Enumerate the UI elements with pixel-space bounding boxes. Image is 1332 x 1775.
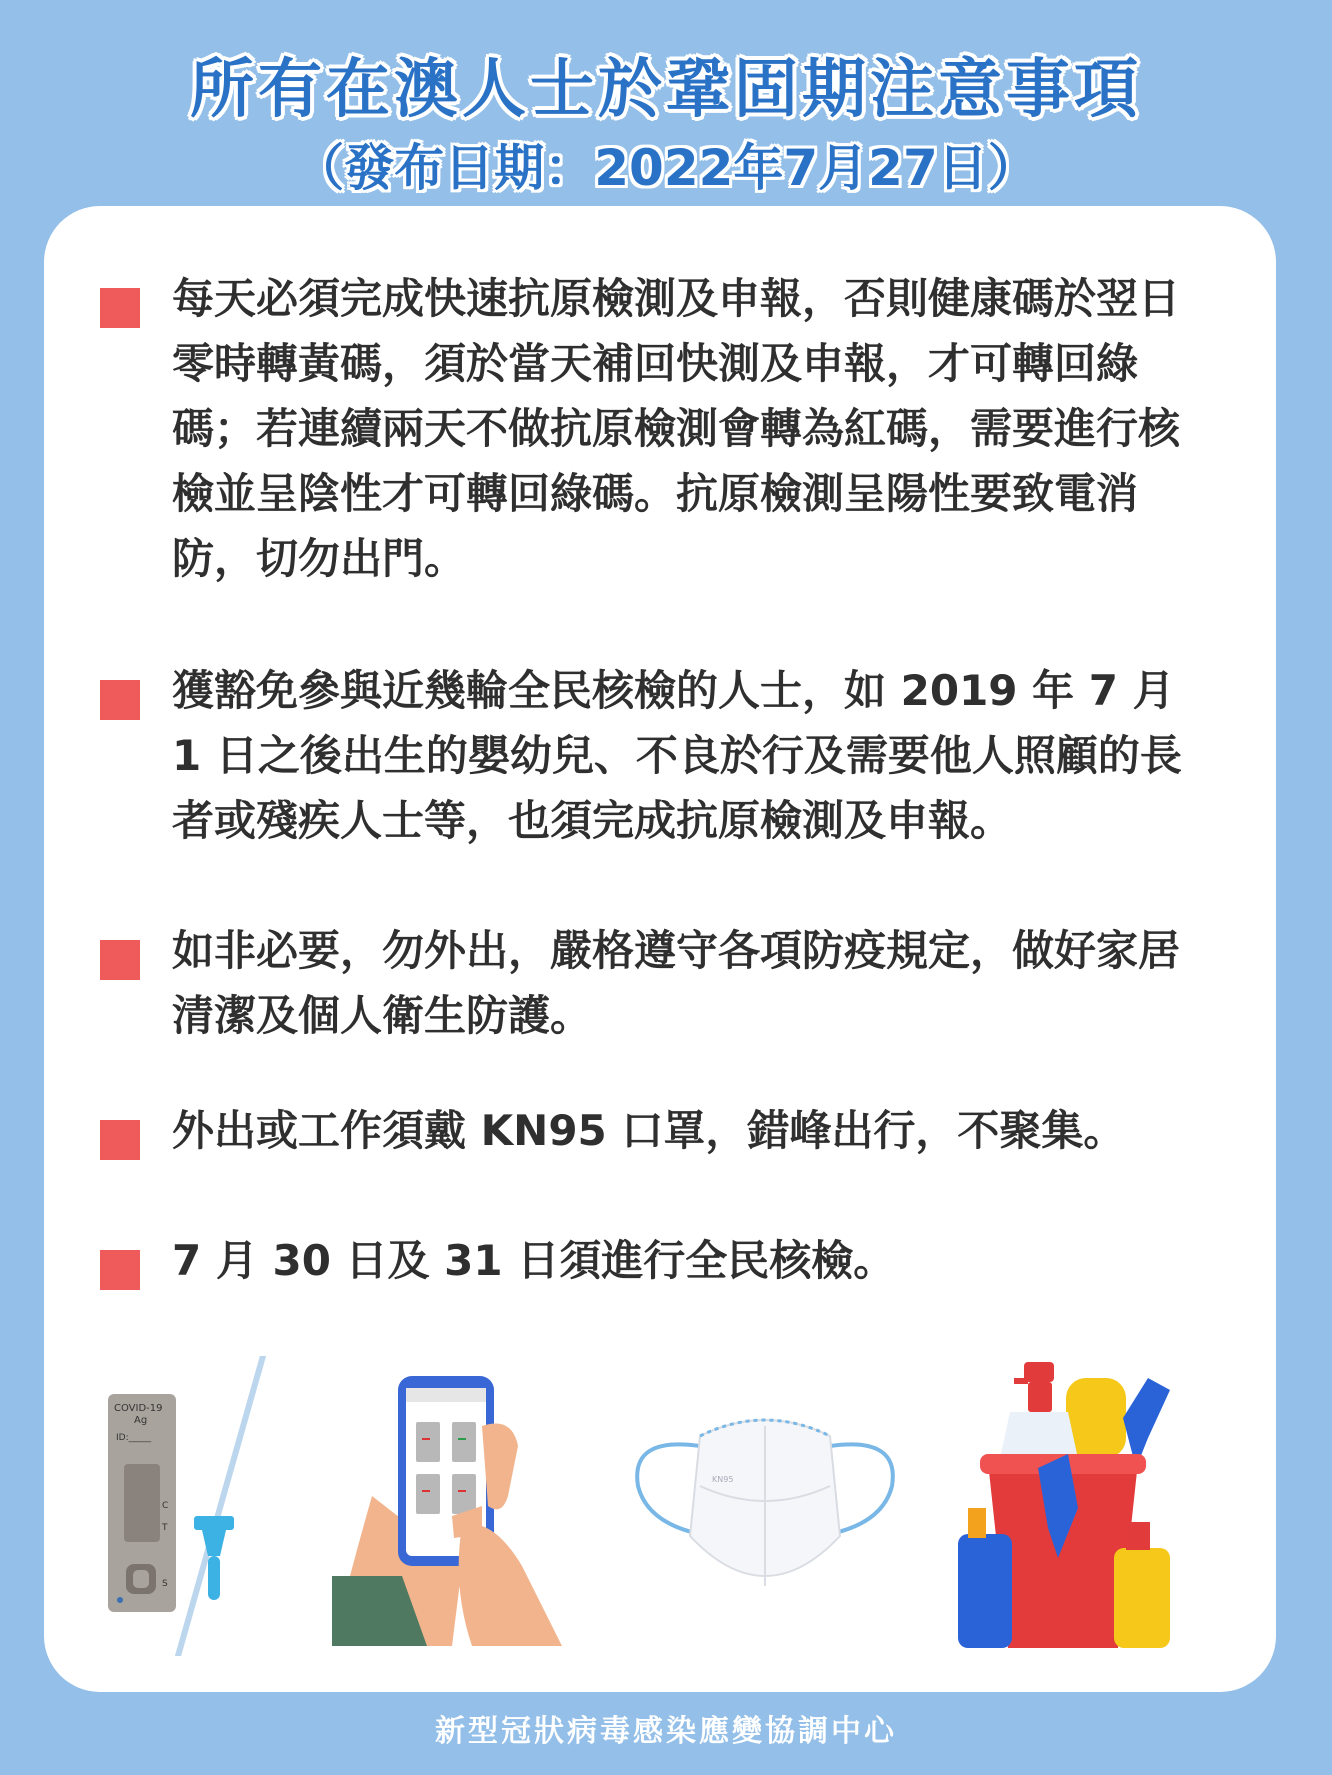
kit-label-line1: COVID-19 (114, 1403, 163, 1414)
kit-mark-c: C (162, 1501, 169, 1511)
bullet-marker (100, 680, 140, 720)
cleaning-supplies-icon (948, 1358, 1188, 1658)
page-title: 所有在澳人士於鞏固期注意事項 (190, 53, 1142, 127)
publish-date: （發布日期：2022年7月27日） (294, 139, 1038, 197)
mask-label: KN95 (712, 1475, 734, 1484)
phone-declaration-icon (332, 1366, 582, 1656)
bullet-marker (100, 288, 140, 328)
bullet-marker (100, 1120, 140, 1160)
notice-item-2: 獲豁免參與近幾輪全民核檢的人士，如 2019 年 7 月 1 日之後出生的嬰幼兒、不良於行及需要他人照顧的長者或殘疾人士等，也須完成抗原檢測及申報。 (172, 666, 1182, 845)
kit-id-label: ID:_____ (116, 1433, 152, 1443)
kit-mark-t: T (162, 1523, 168, 1533)
kn95-mask-icon (630, 1406, 900, 1606)
bullet-marker (100, 940, 140, 980)
antigen-test-kit-icon (108, 1356, 308, 1656)
footer-organization: 新型冠狀病毒感染應變協調中心 (435, 1714, 897, 1749)
bullet-marker (100, 1250, 140, 1290)
kit-label-line2: Ag (134, 1415, 148, 1426)
notice-item-3: 如非必要，勿外出，嚴格遵守各項防疫規定，做好家居清潔及個人衛生防護。 (172, 926, 1181, 1040)
notice-card (44, 206, 1276, 1692)
notice-item-5: 7 月 30 日及 31 日須進行全民核檢。 (172, 1236, 896, 1285)
notice-item-1: 每天必須完成快速抗原檢測及申報，否則健康碼於翌日零時轉黃碼，須於當天補回快測及申報，才可轉回綠碼；若連續兩天不做抗原檢測會轉為紅碼，需要進行核檢並呈陰性才可轉回綠碼。抗原檢測呈陽性要致電消防，切勿出門。 (172, 274, 1181, 583)
kit-mark-s: S (162, 1579, 168, 1589)
notice-item-4: 外出或工作須戴 KN95 口罩，錯峰出行，不聚集。 (172, 1106, 1126, 1155)
